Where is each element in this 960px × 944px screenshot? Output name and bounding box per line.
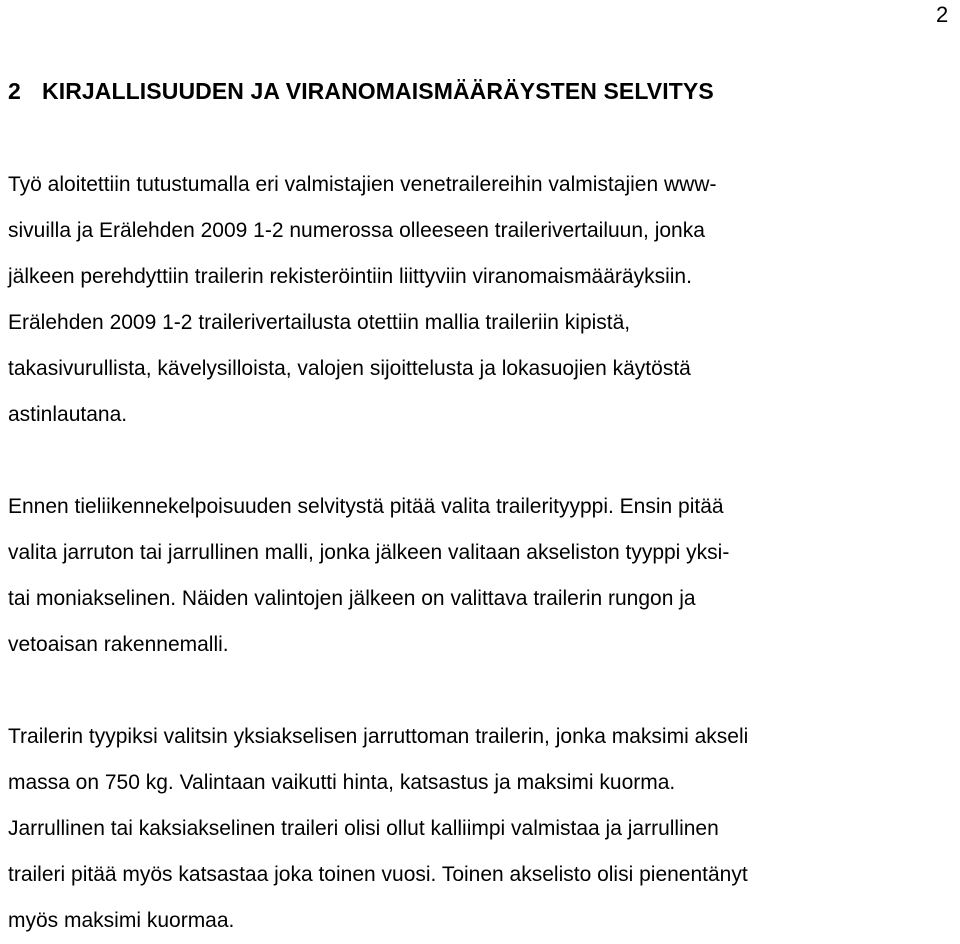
paragraph-1 <box>8 162 716 438</box>
text-line: valita jarruton tai jarrullinen malli, jonka jälkeen valitaan akseliston tyyppi yksi- <box>8 541 730 564</box>
text-line: Ennen tieliikennekelpoisuuden selvitystä pitää valita trailerityyppi. Ensin pitää <box>8 495 724 518</box>
section-title: KIRJALLISUUDEN JA VIRANOMAISMÄÄRÄYSTEN SELVITYS <box>42 78 714 104</box>
paragraph-3 <box>8 714 748 944</box>
text-line: traileri pitää myös katsastaa joka toinen vuosi. Toinen akselisto olisi pienentänyt <box>8 863 748 886</box>
section-heading <box>8 76 948 106</box>
text-line: takasivurullista, kävelysilloista, valojen sijoittelusta ja lokasuojien käytöstä <box>8 357 691 380</box>
text-line: astinlautana. <box>8 403 128 426</box>
text-line: tai moniakselinen. Näiden valintojen jälkeen on valittava trailerin rungon ja <box>8 587 696 610</box>
text-line: Erälehden 2009 1-2 trailerivertailusta otettiin mallia traileriin kipistä, <box>8 311 631 334</box>
paragraph-2 <box>8 484 729 668</box>
text-line: massa on 750 kg. Valintaan vaikutti hinta, katsastus ja maksimi kuorma. <box>8 771 676 794</box>
text-line: vetoaisan rakennemalli. <box>8 633 229 656</box>
text-line: sivuilla ja Erälehden 2009 1-2 numerossa olleeseen trailerivertailuun, jonka <box>8 219 705 242</box>
text-line: jälkeen perehdyttiin trailerin rekisteröintiin liittyviin viranomaismääräyksiin. <box>8 265 692 288</box>
page-number: 2 <box>936 2 949 27</box>
section-number: 2 <box>8 78 21 104</box>
text-line: myös maksimi kuormaa. <box>8 909 235 932</box>
text-line: Jarrullinen tai kaksiakselinen traileri olisi ollut kalliimpi valmistaa ja jarrullinen <box>8 817 719 840</box>
text-line: Trailerin tyypiksi valitsin yksiakselisen jarruttoman trailerin, jonka maksimi akseli <box>8 725 749 748</box>
text-line: Työ aloitettiin tutustumalla eri valmistajien venetrailereihin valmistajien www- <box>8 173 717 196</box>
